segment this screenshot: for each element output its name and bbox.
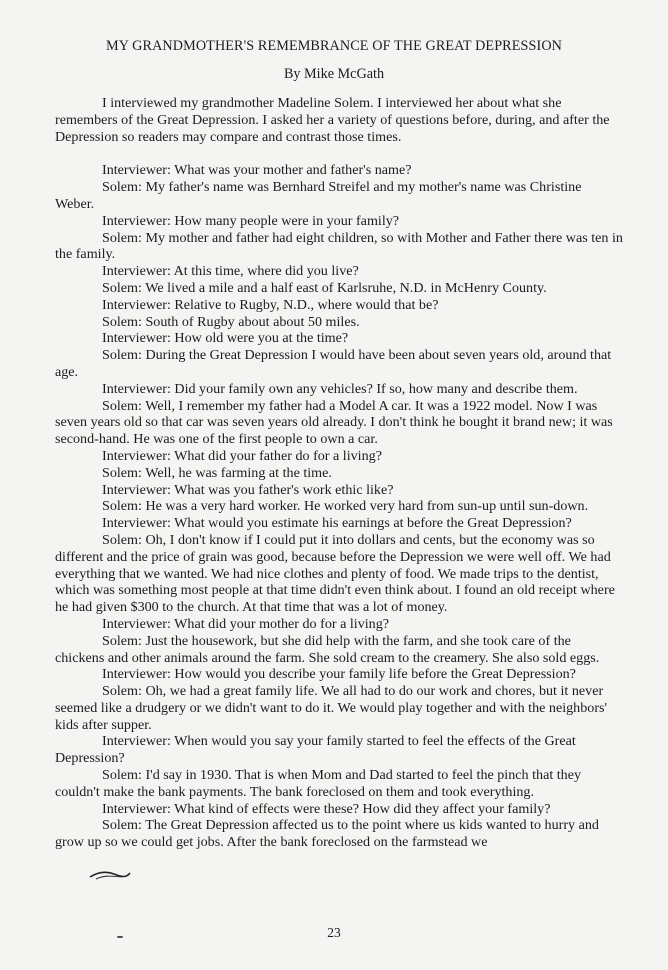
exchange-line: Solem: He was a very hard worker. He worked very hard from sun-up until sun-down. (102, 498, 589, 515)
pen-scribble-mark (88, 868, 132, 882)
exchange-line: Solem: Oh, we had a great family life. We all had to do our work and chores, but it never seemed like a drudgery or we didn't want to do it. We would play together and with the neighbors' kids after supper. (55, 683, 608, 733)
exchange-line: Interviewer: When would you say your family started to feel the effects of the Great Depression? (55, 733, 576, 767)
document-title: MY GRANDMOTHER'S REMEMBRANCE OF THE GREAT DEPRESSION (105, 38, 563, 54)
exchange-line: Interviewer: What kind of effects were these? How did they affect your family? (102, 800, 551, 817)
exchange-line: Interviewer: Did your family own any vehicles? If so, how many and describe them. (102, 380, 578, 397)
exchange-line: Solem: I'd say in 1930. That is when Mom and Dad started to feel the pinch that they couldn't make the bank payments. The bank foreclosed on them and took everything. (55, 767, 582, 800)
exchange-line: Solem: My mother and father had eight children, so with Mother and Father there was ten in the family. (55, 229, 623, 263)
page-number: 23 (327, 925, 341, 940)
exchange-line: Solem: Just the housework, but she did help with the farm, and she took care of the chickens and other animals around the farm. She sold cream to the creamery. She also sold eggs. (55, 632, 600, 666)
exchange-line: Interviewer: What did your mother do for a living? (102, 615, 390, 632)
exchange-line: Solem: Oh, I don't know if I could put it into dollars and cents, but the economy was so different and the price of grain was good, because before the Depression we were well off. We had everything that we wanted. We had nice clothes and plenty of food. We made trips to the dentist, which was something most people at that time didn't even think about. I found an old receipt where he had given $300 to the church. At that time that was a lot of money. (55, 531, 615, 616)
exchange-line: Interviewer: What was you father's work ethic like? (102, 481, 394, 498)
exchange-line: Solem: South of Rugby about about 50 miles. (102, 313, 360, 330)
exchange-line: Interviewer: What was your mother and father's name? (102, 162, 412, 179)
exchange-line: Interviewer: How many people were in your family? (102, 212, 400, 229)
exchange-line: Solem: Well, he was farming at the time. (102, 464, 332, 481)
exchange-line: Interviewer: What would you estimate his earnings at before the Great Depression? (102, 515, 572, 532)
document-body (55, 95, 623, 851)
exchange-line: Interviewer: What did your father do for a living? (102, 447, 382, 464)
author-byline: By Mike McGath (283, 66, 385, 82)
exchange-line: Solem: During the Great Depression I would have been about seven years old, around that age. (55, 347, 612, 380)
exchange-line: Interviewer: How would you describe your family life before the Great Depression? (102, 666, 576, 683)
exchange-line: Solem: Well, I remember my father had a Model A car. It was a 1922 model. Now I was seven years old so that car was seven years old already. I don't think he bought it brand new; it was second-hand. He was one of the first people to own a car. (55, 397, 613, 448)
exchange-line: Interviewer: At this time, where did you live? (102, 263, 359, 280)
exchange-line: Solem: The Great Depression affected us to the point where us kids wanted to hurry and grow up so we could get jobs. After the bank foreclosed on the farmstead we (55, 817, 599, 851)
exchange-line: Interviewer: How old were you at the time? (102, 330, 349, 347)
exchange-line: Interviewer: Relative to Rugby, N.D., where would that be? (102, 296, 439, 313)
exchange-line: Solem: My father's name was Bernhard Streifel and my mother's name was Christine Weber. (55, 179, 582, 212)
exchange-line: Solem: We lived a mile and a half east of Karlsruhe, N.D. in McHenry County. (102, 279, 547, 296)
intro-paragraph: I interviewed my grandmother Madeline Solem. I interviewed her about what she remembers of the Great Depression. I asked her a variety of questions before, during, and after the Depression so readers may compare and contrast those times. (55, 95, 610, 145)
